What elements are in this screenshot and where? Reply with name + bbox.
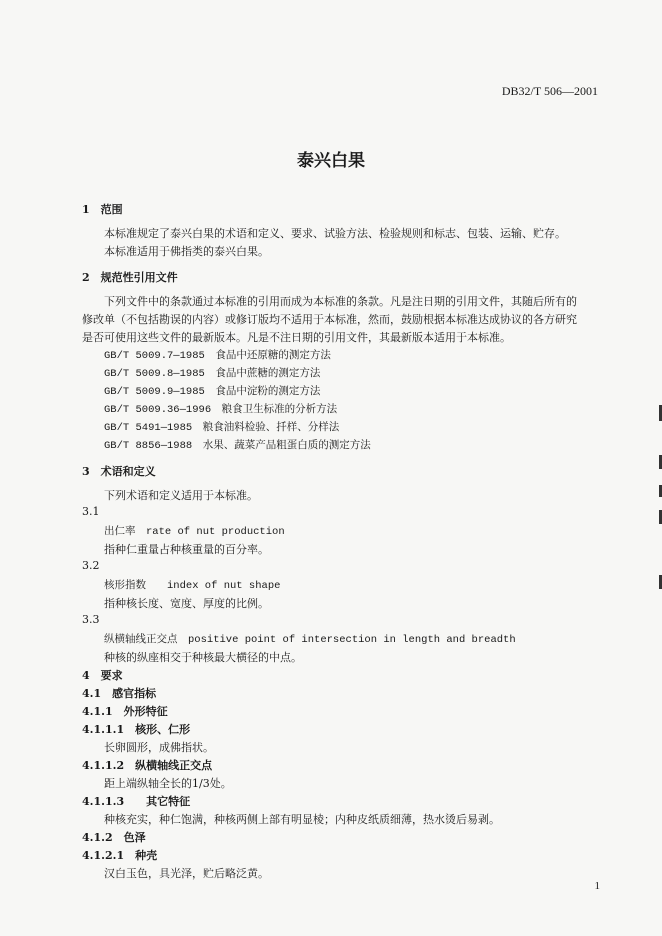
section-heading-2: 2 规范性引用文件 (82, 271, 178, 284)
paragraph-line: 修改单（不包括勘误的内容）或修订版均不适用于本标准，然而，鼓励根据本标准达成协议的各方研究 (82, 313, 577, 326)
section-heading-3: 3 术语和定义 (82, 465, 156, 478)
term-line: 出仁率 rate of nut production (104, 526, 285, 538)
paragraph-line: 长卵圆形，成佛指状。 (104, 741, 214, 754)
subsection-heading: 4.1 感官指标 (82, 687, 157, 700)
paragraph-line: 汉白玉色，具光泽，贮后略泛黄。 (104, 867, 269, 880)
section-heading-1: 1 范围 (82, 203, 123, 216)
term-line: 纵横轴线正交点 positive point of intersection in length and breadth (104, 634, 516, 646)
definition-line: 指种核长度、宽度、厚度的比例。 (104, 597, 269, 610)
subsection-heading: 4.1.2 色泽 (82, 831, 146, 844)
reference-item: GB/T 5009.7—1985 食品中还原糖的测定方法 (104, 350, 331, 362)
page-number: 1 (594, 880, 600, 892)
reference-item: GB/T 8856—1988 水果、蔬菜产品粗蛋白质的测定方法 (104, 440, 371, 452)
paragraph-line: 下列文件中的条款通过本标准的引用而成为本标准的条款。凡是注日期的引用文件，其随后所有的 (104, 295, 577, 308)
reference-item: GB/T 5009.9—1985 食品中淀粉的测定方法 (104, 386, 321, 398)
paragraph-line: 本标准适用于佛指类的泰兴白果。 (104, 245, 269, 258)
paragraph-line: 是否可使用这些文件的最新版本。凡是不注日期的引用文件，其最新版本适用于本标准。 (82, 331, 511, 344)
definition-line: 指种仁重量占种核重量的百分率。 (104, 543, 269, 556)
subsection-heading: 4.1.1.1 核形、仁形 (82, 723, 191, 736)
paragraph-line: 距上端纵轴全长的1/3处。 (104, 777, 232, 790)
subsection-heading: 4.1.1.2 纵横轴线正交点 (82, 759, 213, 772)
subsection-heading: 4.1.1 外形特征 (82, 705, 168, 718)
paragraph-line: 种核充实，种仁饱满，种核两侧上部有明显棱；内种皮纸质细薄，热水烫后易剥。 (104, 813, 500, 826)
subsection-heading: 4.1.2.1 种壳 (82, 849, 158, 862)
reference-item: GB/T 5009.8—1985 食品中蔗糖的测定方法 (104, 368, 321, 380)
definition-line: 种核的纵座相交于种核最大横径的中点。 (104, 651, 302, 664)
term-line: 核形指数 index of nut shape (104, 580, 281, 592)
clause-number: 3.1 (82, 505, 100, 518)
section-heading-4: 4 要求 (82, 669, 123, 682)
document-title: 泰兴白果 (297, 151, 365, 171)
clause-number: 3.2 (82, 559, 100, 572)
standard-code: DB32/T 506—2001 (501, 84, 598, 98)
reference-item: GB/T 5491—1985 粮食油料检验、扦样、分样法 (104, 422, 340, 434)
reference-item: GB/T 5009.36—1996 粮食卫生标准的分析方法 (104, 404, 338, 416)
subsection-heading: 4.1.1.3 其它特征 (82, 795, 191, 808)
paragraph-line: 下列术语和定义适用于本标准。 (104, 489, 258, 502)
paragraph-line: 本标准规定了泰兴白果的术语和定义、要求、试验方法、检验规则和标志、包装、运输、贮存。 (104, 227, 566, 240)
clause-number: 3.3 (82, 613, 100, 626)
